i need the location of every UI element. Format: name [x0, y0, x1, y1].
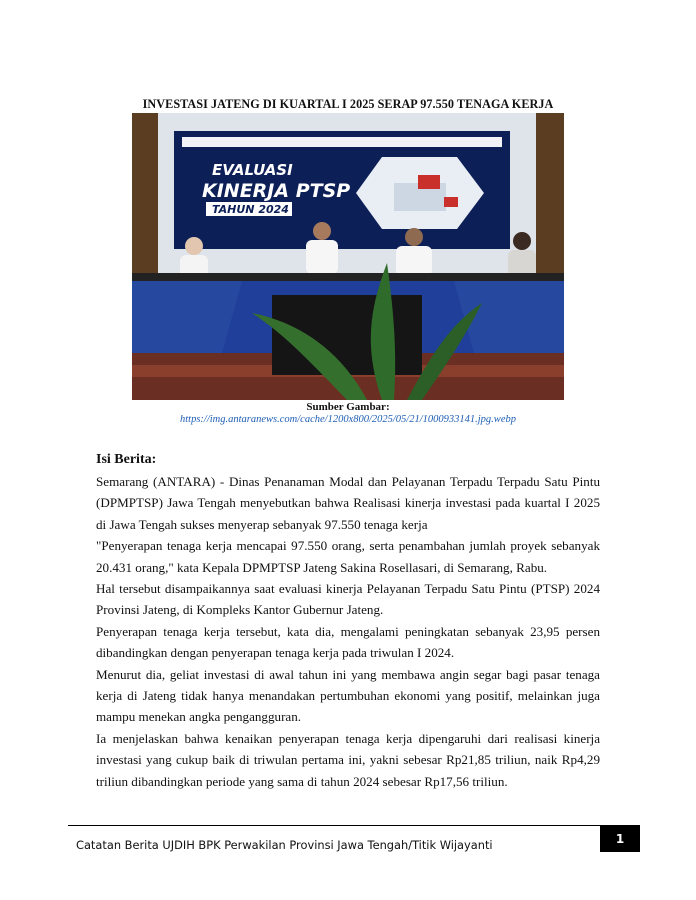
page-number: 1: [600, 825, 640, 852]
paragraph: Menurut dia, geliat investasi di awal tahun ini yang membawa angin segar bagi pasar tenaga kerja di Jateng tidak hanya menandakan pertumbuhan ekonomi yang positif, melainkan juga mampu menekan angka pengangguran.: [96, 666, 600, 725]
article-title: INVESTASI JATENG DI KUARTAL I 2025 SERAP 97.550 TENAGA KERJA: [142, 97, 554, 111]
paragraph: Semarang (ANTARA) - Dinas Penanaman Modal dan Pelayanan Terpadu Terpadu Satu Pintu (DPMPTSP) Jawa Tengah menyebutkan bahwa Realisasi kinerja investasi pada kuartal I 2025 di Jawa Tengah sukses menyerap sebanyak 97.550 tenaga kerja: [96, 474, 600, 532]
news-photo-illustration: [132, 113, 564, 400]
paragraph: Penyerapan tenaga kerja tersebut, kata dia, mengalami peningkatan sebanyak 23,95 persen dibandingkan dengan penyerapan tenaga kerja pada triwulan I 2024.: [96, 623, 600, 661]
banner-line-3: TAHUN 2024: [212, 203, 289, 216]
image-source-link[interactable]: https://img.antaranews.com/cache/1200x800/2025/05/21/1000933141.jpg.webp: [180, 414, 516, 425]
paragraph: "Penyerapan tenaga kerja mencapai 97.550 orang, serta penambahan jumlah proyek sebanyak 20.431 orang," kata Kepala DPMPTSP Jateng Sakina Rosellasari, di Semarang, Rabu.: [96, 538, 600, 575]
banner-line-2: KINERJA PTSP: [202, 180, 351, 202]
image-source-label: Sumber Gambar:: [306, 401, 390, 413]
section-heading: Isi Berita:: [96, 452, 157, 467]
footer-text: Catatan Berita UJDIH BPK Perwakilan Provinsi Jawa Tengah/Titik Wijayanti: [76, 838, 493, 852]
footer-divider: [68, 825, 640, 826]
banner-line-1: EVALUASI: [212, 161, 293, 179]
article-body: [96, 471, 600, 792]
paragraph: Hal tersebut disampaikannya saat evaluasi kinerja Pelayanan Terpadu Satu Pintu (PTSP) 2024 Provinsi Jateng, di Kompleks Kantor Gubernur Jateng.: [96, 581, 600, 618]
news-photo: [132, 113, 564, 400]
paragraph: Ia menjelaskan bahwa kenaikan penyerapan tenaga kerja dipengaruhi dari realisasi kinerja investasi yang cukup baik di triwulan pertama ini, yakni sebesar Rp21,85 triliun, naik Rp4,29 triliun dibandingkan periode yang sama di tahun 2024 sebesar Rp17,56 triliun.: [96, 730, 600, 789]
